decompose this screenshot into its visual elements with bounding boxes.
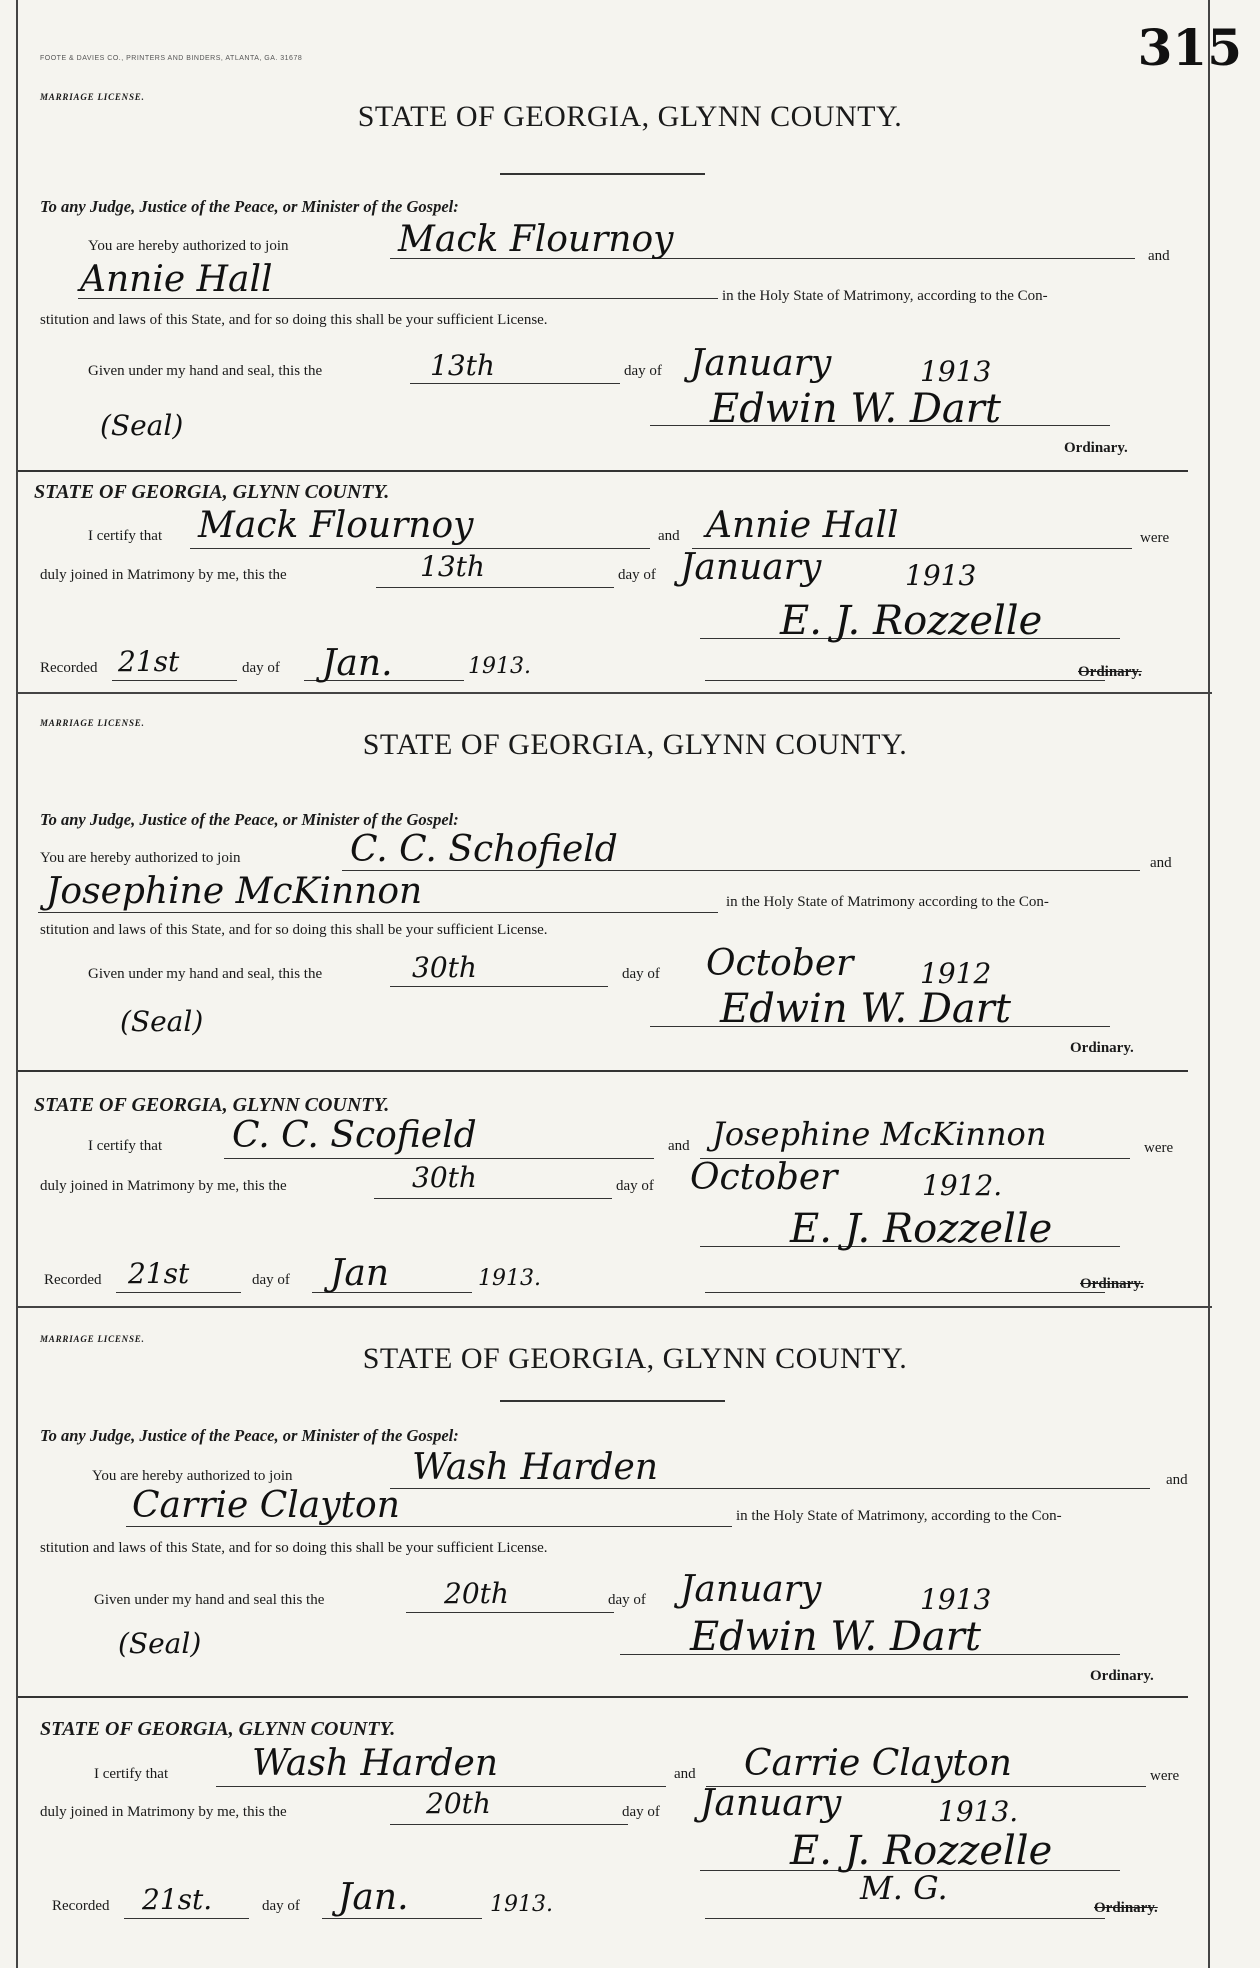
record-divider <box>18 692 1212 694</box>
joined-text: duly joined in Matrimony by me, this the <box>40 1178 287 1194</box>
ordinary-struck: Ordinary. <box>1094 1900 1158 1916</box>
recorded-sig-line <box>705 1918 1105 1919</box>
cert-groom-line <box>224 1158 654 1159</box>
title-rule <box>500 1400 725 1402</box>
address-line: To any Judge, Justice of the Peace, or Minister of the Gospel: <box>40 1426 459 1445</box>
joined-day-line <box>374 1198 612 1199</box>
recorded-day: 21st. <box>142 1883 213 1916</box>
bride-name: Carrie Clayton <box>132 1485 400 1526</box>
joined-text: duly joined in Matrimony by me, this the <box>40 1804 287 1820</box>
minister-signature: E. J. Rozzelle <box>790 1828 1053 1874</box>
and-text: and <box>1166 1472 1188 1488</box>
given-year: 1913 <box>920 355 992 388</box>
license-label: MARRIAGE LICENSE. <box>40 1334 145 1344</box>
auth-text: You are hereby authorized to join <box>40 850 241 866</box>
joined-day: 20th <box>426 1787 491 1820</box>
given-month: January <box>690 343 832 384</box>
left-margin-line <box>16 0 18 1968</box>
given-day-line <box>390 986 608 987</box>
minister-signature: E. J. Rozzelle <box>780 598 1043 644</box>
cert-heading: STATE OF GEORGIA, GLYNN COUNTY. <box>34 1094 390 1116</box>
joined-day-line <box>376 587 614 588</box>
groom-name: Wash Harden <box>412 1447 659 1488</box>
stitution-text: stitution and laws of this State, and for so doing this shall be your sufficient License. <box>40 1540 548 1556</box>
and-text: and <box>1150 855 1172 871</box>
groom-name: Mack Flournoy <box>398 219 674 260</box>
section-rule <box>18 1070 1188 1072</box>
auth-text: You are hereby authorized to join <box>88 238 289 254</box>
bride-line <box>126 1526 732 1527</box>
joined-day-of: day of <box>622 1804 660 1820</box>
recorded-month-line <box>322 1918 482 1919</box>
recorded-year: 1913. <box>490 1892 553 1917</box>
recorded-text: Recorded <box>52 1898 110 1914</box>
section-rule <box>18 470 1188 472</box>
printer-line: FOOTE & DAVIES CO., PRINTERS AND BINDERS, ATLANTA, GA. 31678 <box>40 55 303 62</box>
joined-day: 30th <box>412 1161 477 1194</box>
and-text: and <box>1148 248 1170 264</box>
recorded-year: 1913. <box>468 654 531 679</box>
were-text: were <box>1140 530 1170 546</box>
recorded-day-line <box>116 1292 241 1293</box>
section-rule <box>18 1696 1188 1698</box>
certify-text: I certify that <box>94 1766 169 1782</box>
ordinary-struck: Ordinary. <box>1080 1276 1144 1292</box>
joined-day-of: day of <box>616 1178 654 1194</box>
joined-day: 13th <box>420 550 485 583</box>
joined-month: January <box>700 1783 842 1824</box>
cert-bride: Annie Hall <box>706 505 899 546</box>
given-text: Given under my hand and seal, this the <box>88 966 323 982</box>
record-divider <box>18 1306 1212 1308</box>
cert-groom: Wash Harden <box>252 1743 499 1784</box>
holy-text: in the Holy State of Matrimony, according to the Con- <box>736 1508 1062 1524</box>
joined-month: October <box>690 1157 838 1198</box>
day-of: day of <box>608 1592 646 1608</box>
ordinary-struck: Ordinary. <box>1078 664 1142 680</box>
recorded-text: Recorded <box>44 1272 102 1288</box>
recorded-day-line <box>124 1918 249 1919</box>
seal-mark: (Seal) <box>100 409 184 442</box>
cert-groom: C. C. Scofield <box>232 1115 477 1156</box>
recorded-sig-line <box>705 1292 1105 1293</box>
bride-name: Annie Hall <box>80 259 273 300</box>
joined-year: 1912. <box>922 1169 1003 1202</box>
bride-name: Josephine McKinnon <box>46 871 423 912</box>
groom-line <box>342 870 1140 871</box>
ordinary-label: Ordinary. <box>1064 440 1128 456</box>
given-day-line <box>406 1612 614 1613</box>
recorded-month: Jan <box>330 1253 390 1294</box>
address-line: To any Judge, Justice of the Peace, or Minister of the Gospel: <box>40 810 459 829</box>
ordinary-label: Ordinary. <box>1090 1668 1154 1684</box>
cert-groom: Mack Flournoy <box>198 505 474 546</box>
recorded-day-of: day of <box>242 660 280 676</box>
certify-text: I certify that <box>88 528 163 544</box>
recorded-day-of: day of <box>252 1272 290 1288</box>
cert-groom-line <box>190 548 650 549</box>
given-text: Given under my hand and seal, this the <box>88 363 323 379</box>
cert-heading: STATE OF GEORGIA, GLYNN COUNTY. <box>34 481 390 503</box>
auth-text: You are hereby authorized to join <box>92 1468 293 1484</box>
certify-text: I certify that <box>88 1138 163 1154</box>
joined-month: January <box>680 547 822 588</box>
ordinary-signature: Edwin W. Dart <box>690 1614 981 1660</box>
recorded-month: Jan. <box>338 1877 409 1918</box>
recorded-year: 1913. <box>478 1266 541 1291</box>
cert-bride: Josephine McKinnon <box>712 1115 1047 1153</box>
recorded-day: 21st <box>128 1257 190 1290</box>
ordinary-label: Ordinary. <box>1070 1040 1134 1056</box>
given-year: 1913 <box>920 1583 992 1616</box>
were-text: were <box>1144 1140 1174 1156</box>
given-day-line <box>410 383 620 384</box>
groom-name: C. C. Schofield <box>350 829 618 870</box>
were-text: were <box>1150 1768 1180 1784</box>
given-month: January <box>680 1569 822 1610</box>
cert-bride: Carrie Clayton <box>744 1743 1012 1784</box>
joined-year: 1913. <box>938 1795 1019 1828</box>
recorded-month: Jan. <box>322 643 393 684</box>
given-text: Given under my hand and seal this the <box>94 1592 325 1608</box>
joined-text: duly joined in Matrimony by me, this the <box>40 567 287 583</box>
cert-and: and <box>674 1766 696 1782</box>
right-margin-line <box>1208 0 1210 1968</box>
cert-and: and <box>658 528 680 544</box>
given-day: 13th <box>430 349 495 382</box>
given-month: October <box>706 943 854 984</box>
recorded-day-of: day of <box>262 1898 300 1914</box>
stitution-text: stitution and laws of this State, and for so doing this shall be your sufficient License. <box>40 922 548 938</box>
groom-line <box>390 1488 1150 1489</box>
minister-title: M. G. <box>860 1869 948 1907</box>
record-title: STATE OF GEORGIA, GLYNN COUNTY. <box>357 100 903 133</box>
record-title: STATE OF GEORGIA, GLYNN COUNTY. <box>362 1342 908 1375</box>
joined-year: 1913 <box>905 559 977 592</box>
stitution-text: stitution and laws of this State, and for so doing this shall be your sufficient License. <box>40 312 548 328</box>
page-number: 315 <box>1137 18 1242 77</box>
minister-signature: E. J. Rozzelle <box>790 1206 1053 1252</box>
ordinary-signature: Edwin W. Dart <box>720 986 1011 1032</box>
recorded-sig-line <box>705 680 1105 681</box>
license-label: MARRIAGE LICENSE. <box>40 92 145 102</box>
given-day: 30th <box>412 951 477 984</box>
ordinary-signature: Edwin W. Dart <box>710 386 1001 432</box>
license-label: MARRIAGE LICENSE. <box>40 718 145 728</box>
recorded-day-line <box>112 680 237 681</box>
cert-and: and <box>668 1138 690 1154</box>
recorded-day: 21st <box>118 645 180 678</box>
record-title: STATE OF GEORGIA, GLYNN COUNTY. <box>362 728 908 761</box>
day-of: day of <box>622 966 660 982</box>
seal-mark: (Seal) <box>120 1005 204 1038</box>
seal-mark: (Seal) <box>118 1627 202 1660</box>
bride-line <box>38 912 718 913</box>
recorded-text: Recorded <box>40 660 98 676</box>
holy-text: in the Holy State of Matrimony according to the Con- <box>726 894 1049 910</box>
joined-day-of: day of <box>618 567 656 583</box>
given-day: 20th <box>444 1577 509 1610</box>
day-of: day of <box>624 363 662 379</box>
given-year: 1912 <box>920 957 992 990</box>
title-rule <box>500 173 705 175</box>
holy-text: in the Holy State of Matrimony, according to the Con- <box>722 288 1048 304</box>
cert-heading: STATE OF GEORGIA, GLYNN COUNTY. <box>40 1718 396 1740</box>
address-line: To any Judge, Justice of the Peace, or Minister of the Gospel: <box>40 197 459 216</box>
joined-day-line <box>390 1824 628 1825</box>
